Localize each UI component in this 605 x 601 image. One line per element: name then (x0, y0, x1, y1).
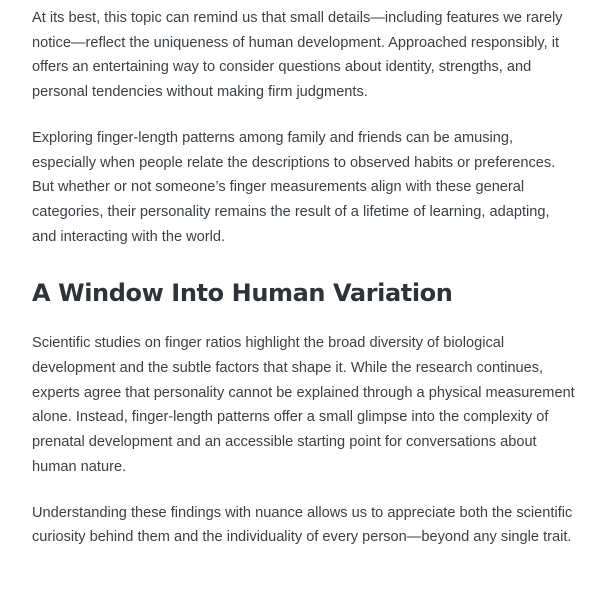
paragraph-understanding-findings: Understanding these findings with nuance allows us to appreciate both the scientific curiosity behind them and the individuality of every person—beyond any single trait. (32, 504, 573, 546)
section-heading: A Window Into Human Variation (32, 279, 453, 308)
paragraph-scientific-studies: Scientific studies on finger ratios highlight the broad diversity of biological development and the subtle factors that shape it. While the research continues, experts agree that personality cannot be explained through a physical measurement alone. Instead, finger-length patterns offer a small glimpse into the complexity of prenatal development and an accessible starting point for conversations about human nature. (32, 335, 575, 475)
article-body (32, 6, 577, 571)
paragraph-exploring-patterns: Exploring finger-length patterns among family and friends can be amusing, especially when people relate the descriptions to observed habits or preferences. But whether or not someone’s finger measurements align with these general categories, their personality remains the result of a lifetime of learning, adapting, and interacting with the world. (32, 129, 556, 245)
paragraph-small-details: At its best, this topic can remind us that small details—including features we rarely notice—reflect the uniqueness of human development. Approached responsibly, it offers an entertaining way to consider questions about identity, strengths, and personal tendencies without making firm judgments. (32, 10, 563, 101)
